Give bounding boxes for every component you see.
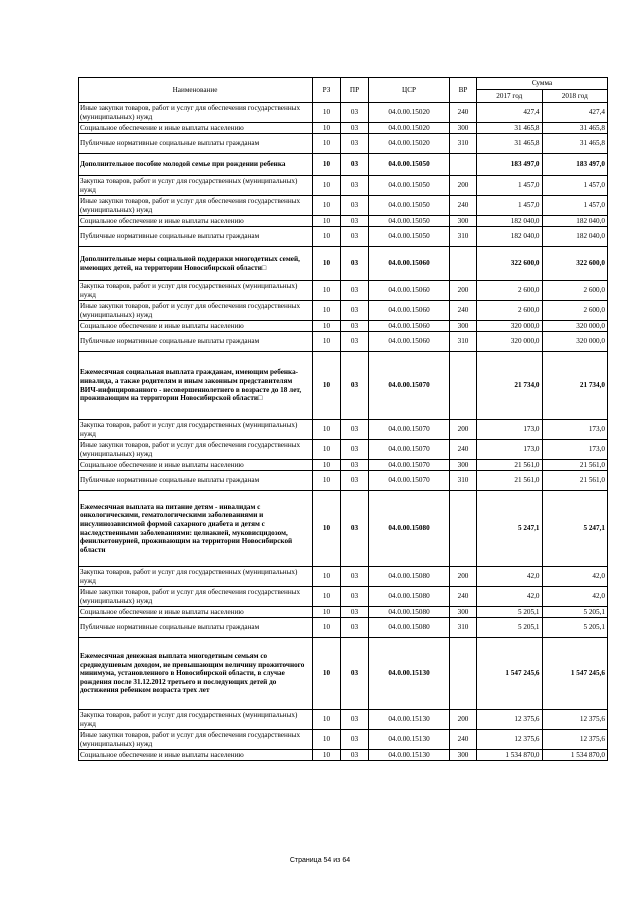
row-sum-2017: 12 375,6 <box>477 710 543 730</box>
row-sum-2018: 1 457,0 <box>542 176 608 196</box>
header-sum: Сумма <box>477 78 608 90</box>
table-row <box>79 281 608 301</box>
row-pr: 03 <box>341 587 369 607</box>
row-sum-2018: 320 000,0 <box>542 321 608 332</box>
row-pr: 03 <box>341 247 369 281</box>
table-row <box>79 440 608 460</box>
row-csr: 04.0.00.15070 <box>369 471 450 491</box>
table-row <box>79 420 608 440</box>
row-name: Ежемесячная социальная выплата гражданам, имеющим ребенка-инвалида, а также родителям и иным законным представителям ВИЧ-инфицированного - несовершеннолетнего в возрасте до 18 лет, проживающим на территории Новосибирской области□ <box>79 352 313 420</box>
row-name: Дополнительные меры социальной поддержки многодетных семей, имеющих детей, на территории Новосибирской области□ <box>79 247 313 281</box>
row-sum-2017: 1 547 245,6 <box>477 638 543 710</box>
row-pr: 03 <box>341 332 369 352</box>
row-csr: 04.0.00.15060 <box>369 332 450 352</box>
budget-table <box>78 77 608 761</box>
row-sum-2018: 12 375,6 <box>542 710 608 730</box>
row-name: Иные закупки товаров, работ и услуг для обеспечения государственных (муниципальных) нужд <box>79 587 313 607</box>
row-pr: 03 <box>341 321 369 332</box>
row-csr: 04.0.00.15080 <box>369 587 450 607</box>
row-name: Закупка товаров, работ и услуг для государственных (муниципальных) нужд <box>79 420 313 440</box>
row-name: Ежемесячная денежная выплата многодетным семьям со среднедушевым доходом, не превышающим величину прожиточного минимума, установленного в Новосибирской области, в случае рождения после 31.12.2012 третьего и последующих детей до достижения ребенком возраста трех лет <box>79 638 313 710</box>
row-name: Социальное обеспечение и иные выплаты населению <box>79 750 313 761</box>
row-rz: 10 <box>313 321 341 332</box>
header-vr: ВР <box>450 78 477 103</box>
row-rz: 10 <box>313 134 341 154</box>
row-vr: 310 <box>450 332 477 352</box>
header-year-2018: 2018 год <box>542 90 608 103</box>
row-sum-2018: 320 000,0 <box>542 332 608 352</box>
table-row <box>79 491 608 567</box>
row-name: Закупка товаров, работ и услуг для государственных (муниципальных) нужд <box>79 281 313 301</box>
row-csr: 04.0.00.15080 <box>369 567 450 587</box>
row-sum-2017: 42,0 <box>477 587 543 607</box>
row-sum-2018: 427,4 <box>542 103 608 123</box>
row-name: Публичные нормативные социальные выплаты гражданам <box>79 227 313 247</box>
row-sum-2017: 322 600,0 <box>477 247 543 281</box>
row-sum-2018: 21 561,0 <box>542 460 608 471</box>
row-name: Публичные нормативные социальные выплаты гражданам <box>79 471 313 491</box>
row-sum-2017: 2 600,0 <box>477 301 543 321</box>
row-rz: 10 <box>313 587 341 607</box>
row-csr: 04.0.00.15130 <box>369 638 450 710</box>
row-csr: 04.0.00.15050 <box>369 176 450 196</box>
header-pr: ПР <box>341 78 369 103</box>
row-rz: 10 <box>313 750 341 761</box>
row-csr: 04.0.00.15060 <box>369 301 450 321</box>
row-rz: 10 <box>313 607 341 618</box>
table-row <box>79 730 608 750</box>
row-sum-2018: 182 040,0 <box>542 227 608 247</box>
row-sum-2017: 12 375,6 <box>477 730 543 750</box>
row-csr: 04.0.00.15020 <box>369 134 450 154</box>
row-csr: 04.0.00.15070 <box>369 440 450 460</box>
row-sum-2017: 5 205,1 <box>477 607 543 618</box>
row-sum-2017: 31 465,8 <box>477 123 543 134</box>
row-rz: 10 <box>313 216 341 227</box>
row-name: Публичные нормативные социальные выплаты гражданам <box>79 618 313 638</box>
row-vr: 300 <box>450 321 477 332</box>
row-vr: 300 <box>450 460 477 471</box>
row-csr: 04.0.00.15080 <box>369 618 450 638</box>
row-sum-2017: 1 534 870,0 <box>477 750 543 761</box>
row-sum-2017: 42,0 <box>477 567 543 587</box>
row-sum-2017: 5 205,1 <box>477 618 543 638</box>
row-sum-2017: 1 457,0 <box>477 176 543 196</box>
row-rz: 10 <box>313 352 341 420</box>
header-rz: РЗ <box>313 78 341 103</box>
row-csr: 04.0.00.15070 <box>369 352 450 420</box>
row-rz: 10 <box>313 730 341 750</box>
row-sum-2017: 1 457,0 <box>477 196 543 216</box>
row-vr: 200 <box>450 567 477 587</box>
page-footer: Страница 54 из 64 <box>289 857 351 864</box>
row-name: Социальное обеспечение и иные выплаты населению <box>79 216 313 227</box>
table-row <box>79 471 608 491</box>
row-sum-2018: 31 465,8 <box>542 123 608 134</box>
row-vr: 300 <box>450 123 477 134</box>
row-sum-2018: 5 205,1 <box>542 607 608 618</box>
row-sum-2018: 5 247,1 <box>542 491 608 567</box>
row-vr <box>450 491 477 567</box>
row-csr: 04.0.00.15050 <box>369 196 450 216</box>
row-sum-2017: 427,4 <box>477 103 543 123</box>
table-row <box>79 216 608 227</box>
row-sum-2018: 42,0 <box>542 567 608 587</box>
row-vr: 240 <box>450 587 477 607</box>
row-sum-2018: 173,0 <box>542 420 608 440</box>
table-row <box>79 587 608 607</box>
row-vr: 200 <box>450 281 477 301</box>
row-rz: 10 <box>313 638 341 710</box>
row-rz: 10 <box>313 247 341 281</box>
row-pr: 03 <box>341 491 369 567</box>
row-vr: 240 <box>450 730 477 750</box>
row-pr: 03 <box>341 638 369 710</box>
row-vr: 240 <box>450 103 477 123</box>
table-row <box>79 750 608 761</box>
table-row <box>79 460 608 471</box>
row-name: Иные закупки товаров, работ и услуг для обеспечения государственных (муниципальных) нужд <box>79 301 313 321</box>
table-row <box>79 618 608 638</box>
table-row <box>79 321 608 332</box>
row-pr: 03 <box>341 710 369 730</box>
row-sum-2017: 320 000,0 <box>477 332 543 352</box>
row-sum-2017: 21 561,0 <box>477 471 543 491</box>
row-name: Иные закупки товаров, работ и услуг для обеспечения государственных (муниципальных) нужд <box>79 730 313 750</box>
row-csr: 04.0.00.15020 <box>369 123 450 134</box>
row-sum-2017: 182 040,0 <box>477 227 543 247</box>
row-sum-2017: 31 465,8 <box>477 134 543 154</box>
row-vr: 240 <box>450 196 477 216</box>
row-pr: 03 <box>341 420 369 440</box>
table-row <box>79 247 608 281</box>
row-csr: 04.0.00.15050 <box>369 154 450 176</box>
row-sum-2017: 21 561,0 <box>477 460 543 471</box>
row-vr <box>450 247 477 281</box>
row-rz: 10 <box>313 710 341 730</box>
row-sum-2018: 2 600,0 <box>542 301 608 321</box>
row-csr: 04.0.00.15130 <box>369 750 450 761</box>
row-name: Дополнительное пособие молодой семье при рождении ребенка <box>79 154 313 176</box>
header-year-2017: 2017 год <box>477 90 543 103</box>
row-rz: 10 <box>313 491 341 567</box>
budget-table-sheet <box>78 77 608 761</box>
row-sum-2017: 173,0 <box>477 420 543 440</box>
table-row <box>79 301 608 321</box>
row-name: Социальное обеспечение и иные выплаты населению <box>79 460 313 471</box>
row-sum-2018: 173,0 <box>542 440 608 460</box>
table-row <box>79 567 608 587</box>
row-rz: 10 <box>313 227 341 247</box>
row-sum-2017: 182 040,0 <box>477 216 543 227</box>
row-vr <box>450 154 477 176</box>
row-rz: 10 <box>313 123 341 134</box>
row-sum-2017: 21 734,0 <box>477 352 543 420</box>
row-pr: 03 <box>341 227 369 247</box>
row-sum-2017: 2 600,0 <box>477 281 543 301</box>
row-rz: 10 <box>313 103 341 123</box>
row-name: Социальное обеспечение и иные выплаты населению <box>79 607 313 618</box>
row-vr <box>450 352 477 420</box>
table-row <box>79 607 608 618</box>
row-pr: 03 <box>341 176 369 196</box>
row-vr: 240 <box>450 440 477 460</box>
row-pr: 03 <box>341 123 369 134</box>
row-rz: 10 <box>313 154 341 176</box>
row-pr: 03 <box>341 301 369 321</box>
row-sum-2018: 31 465,8 <box>542 134 608 154</box>
row-sum-2018: 42,0 <box>542 587 608 607</box>
row-vr: 310 <box>450 134 477 154</box>
row-sum-2017: 173,0 <box>477 440 543 460</box>
row-csr: 04.0.00.15060 <box>369 247 450 281</box>
row-sum-2017: 320 000,0 <box>477 321 543 332</box>
row-pr: 03 <box>341 607 369 618</box>
row-pr: 03 <box>341 460 369 471</box>
row-rz: 10 <box>313 176 341 196</box>
table-row <box>79 227 608 247</box>
row-name: Иные закупки товаров, работ и услуг для обеспечения государственных (муниципальных) нужд <box>79 440 313 460</box>
row-csr: 04.0.00.15080 <box>369 491 450 567</box>
table-row <box>79 638 608 710</box>
table-row <box>79 103 608 123</box>
row-rz: 10 <box>313 440 341 460</box>
row-name: Закупка товаров, работ и услуг для государственных (муниципальных) нужд <box>79 567 313 587</box>
row-csr: 04.0.00.15130 <box>369 730 450 750</box>
row-vr: 310 <box>450 471 477 491</box>
table-row <box>79 176 608 196</box>
row-name: Социальное обеспечение и иные выплаты населению <box>79 321 313 332</box>
table-row <box>79 134 608 154</box>
row-vr: 300 <box>450 607 477 618</box>
row-vr: 310 <box>450 227 477 247</box>
row-csr: 04.0.00.15130 <box>369 710 450 730</box>
row-vr: 310 <box>450 618 477 638</box>
row-name: Публичные нормативные социальные выплаты гражданам <box>79 134 313 154</box>
row-rz: 10 <box>313 420 341 440</box>
row-csr: 04.0.00.15060 <box>369 281 450 301</box>
row-pr: 03 <box>341 352 369 420</box>
row-pr: 03 <box>341 750 369 761</box>
row-vr: 200 <box>450 176 477 196</box>
row-sum-2018: 182 040,0 <box>542 216 608 227</box>
row-vr: 240 <box>450 301 477 321</box>
row-sum-2018: 12 375,6 <box>542 730 608 750</box>
row-csr: 04.0.00.15060 <box>369 321 450 332</box>
row-csr: 04.0.00.15070 <box>369 460 450 471</box>
row-pr: 03 <box>341 154 369 176</box>
row-name: Иные закупки товаров, работ и услуг для обеспечения государственных (муниципальных) нужд <box>79 103 313 123</box>
header-name: Наименование <box>79 78 313 103</box>
row-csr: 04.0.00.15020 <box>369 103 450 123</box>
row-pr: 03 <box>341 567 369 587</box>
row-pr: 03 <box>341 196 369 216</box>
row-pr: 03 <box>341 471 369 491</box>
row-rz: 10 <box>313 332 341 352</box>
row-sum-2017: 183 497,0 <box>477 154 543 176</box>
row-csr: 04.0.00.15050 <box>369 216 450 227</box>
table-row <box>79 710 608 730</box>
row-sum-2018: 2 600,0 <box>542 281 608 301</box>
row-rz: 10 <box>313 567 341 587</box>
row-vr: 200 <box>450 420 477 440</box>
row-name: Иные закупки товаров, работ и услуг для обеспечения государственных (муниципальных) нужд <box>79 196 313 216</box>
table-body <box>79 103 608 761</box>
row-name: Закупка товаров, работ и услуг для государственных (муниципальных) нужд <box>79 176 313 196</box>
table-row <box>79 332 608 352</box>
row-sum-2018: 21 561,0 <box>542 471 608 491</box>
row-pr: 03 <box>341 281 369 301</box>
row-rz: 10 <box>313 460 341 471</box>
row-vr: 300 <box>450 216 477 227</box>
table-row <box>79 352 608 420</box>
row-csr: 04.0.00.15050 <box>369 227 450 247</box>
row-sum-2018: 322 600,0 <box>542 247 608 281</box>
table-row <box>79 196 608 216</box>
table-row <box>79 123 608 134</box>
row-csr: 04.0.00.15070 <box>369 420 450 440</box>
row-vr <box>450 638 477 710</box>
row-vr: 200 <box>450 710 477 730</box>
row-rz: 10 <box>313 281 341 301</box>
row-sum-2018: 1 534 870,0 <box>542 750 608 761</box>
row-name: Закупка товаров, работ и услуг для государственных (муниципальных) нужд <box>79 710 313 730</box>
row-sum-2017: 5 247,1 <box>477 491 543 567</box>
row-rz: 10 <box>313 618 341 638</box>
row-rz: 10 <box>313 471 341 491</box>
row-name: Ежемесячная выплата на питание детям - инвалидам с онкологическими, гематологическими заболеваниями и инсулинозависимой формой сахарного диабета и детям с наследственными заболеваниями: целиакией, муковисцидозом, фенилкетонурией, проживающим на территории Новосибирской области <box>79 491 313 567</box>
row-vr: 300 <box>450 750 477 761</box>
row-name: Публичные нормативные социальные выплаты гражданам <box>79 332 313 352</box>
row-pr: 03 <box>341 134 369 154</box>
row-name: Социальное обеспечение и иные выплаты населению <box>79 123 313 134</box>
row-pr: 03 <box>341 618 369 638</box>
row-sum-2018: 5 205,1 <box>542 618 608 638</box>
row-pr: 03 <box>341 103 369 123</box>
row-rz: 10 <box>313 196 341 216</box>
row-sum-2018: 21 734,0 <box>542 352 608 420</box>
header-csr: ЦСР <box>369 78 450 103</box>
row-pr: 03 <box>341 440 369 460</box>
row-sum-2018: 183 497,0 <box>542 154 608 176</box>
row-pr: 03 <box>341 216 369 227</box>
row-rz: 10 <box>313 301 341 321</box>
row-pr: 03 <box>341 730 369 750</box>
row-sum-2018: 1 547 245,6 <box>542 638 608 710</box>
row-sum-2018: 1 457,0 <box>542 196 608 216</box>
row-csr: 04.0.00.15080 <box>369 607 450 618</box>
table-row <box>79 154 608 176</box>
